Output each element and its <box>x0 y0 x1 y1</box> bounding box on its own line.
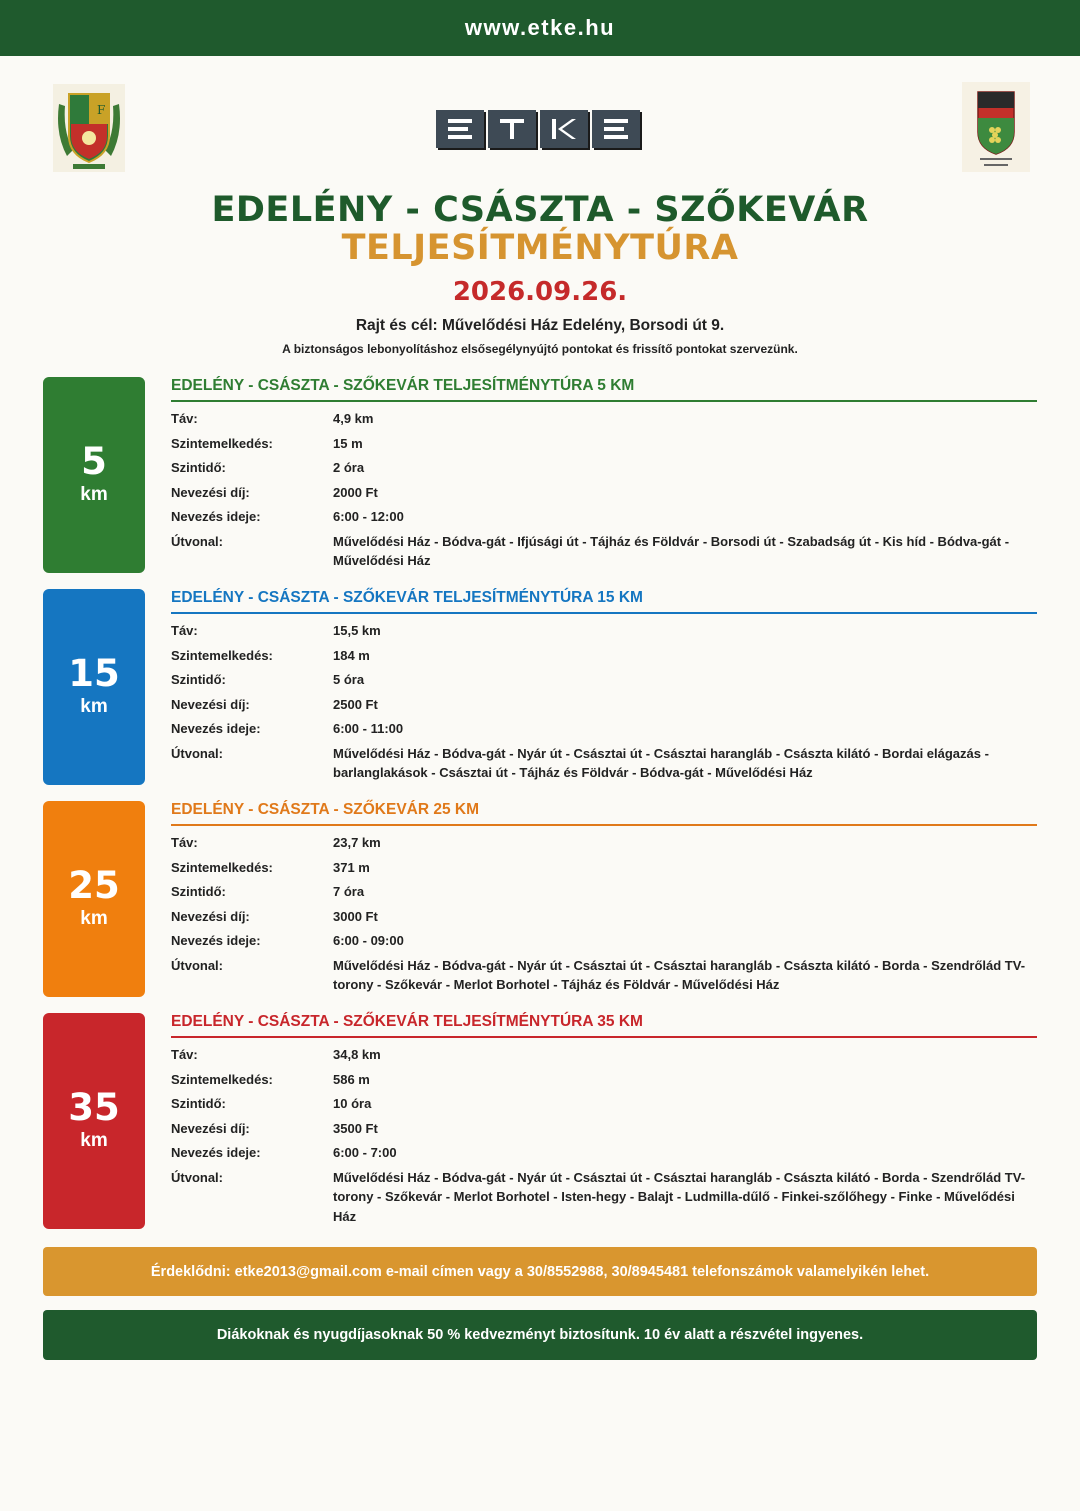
detail-label: Nevezés ideje: <box>171 509 261 524</box>
route-details-25km <box>171 833 1037 1000</box>
detail-row <box>171 1070 1037 1090</box>
safety-note: A biztonságos lebonyolításhoz elsősegélynyújtó pontokat és frissítő pontokat szervezünk. <box>282 342 798 356</box>
distance-badge-5km <box>43 377 145 573</box>
detail-row <box>171 695 1037 715</box>
badge-unit: km <box>80 908 108 929</box>
detail-label: Útvonal: <box>171 745 223 761</box>
detail-value: 2000 Ft <box>333 484 378 500</box>
event-date: 2026.09.26. <box>452 277 628 307</box>
detail-value: Művelődési Ház - Bódva-gát - Nyár út - Császtai út - Császtai harangláb - Császta kilátó - Bordai elágazás - barlanglakások - Császtai út - Tájház és Földvár - Bódva-gát - Művelődési Ház <box>333 745 989 780</box>
badge-unit: km <box>80 1130 108 1151</box>
detail-label: Szintidő: <box>171 884 226 899</box>
badge-unit: km <box>80 696 108 717</box>
distance-badge-15km <box>43 589 145 785</box>
start-finish-location: Rajt és cél: Művelődési Ház Edelény, Borsodi út 9. <box>355 317 725 334</box>
detail-label: Szintemelkedés: <box>171 647 273 663</box>
detail-value: Művelődési Ház - Bódva-gát - Nyár út - Császtai út - Császtai harangláb - Császta kilátó - Borda - Szendrőlád TV-torony - Szőkevár - Merlot Borhotel - Isten-hegy - Balajt - Ludmilla-dűlő - Finkei-szőlőhegy - Finke - Művelődési Ház <box>333 1169 1026 1224</box>
detail-label: Nevezés ideje: <box>171 721 261 736</box>
detail-value: 2500 Ft <box>333 696 378 712</box>
detail-label: Nevezési díj: <box>171 484 250 500</box>
detail-label: Útvonal: <box>171 1169 223 1185</box>
detail-row <box>171 956 1037 995</box>
detail-row <box>171 1094 1037 1114</box>
badge-number: 5 <box>81 440 107 483</box>
detail-value: 6:00 - 7:00 <box>333 1145 397 1160</box>
detail-label: Szintemelkedés: <box>171 1071 273 1087</box>
detail-value: 15,5 km <box>333 623 381 638</box>
detail-value: 6:00 - 12:00 <box>333 509 404 524</box>
distance-badge-25km <box>43 801 145 997</box>
detail-label: Szintemelkedés: <box>171 859 273 875</box>
detail-value: 3000 Ft <box>333 908 378 924</box>
detail-value: 586 m <box>333 1071 370 1087</box>
distance-badge-35km <box>43 1013 145 1229</box>
detail-row <box>171 1119 1037 1139</box>
site-url-banner <box>0 0 1080 56</box>
badge-unit: km <box>80 484 108 505</box>
badge-number: 35 <box>68 1086 120 1129</box>
route-title-35km: EDELÉNY - CSÁSZTA - SZŐKEVÁR TELJESÍTMÉNYTÚRA 35 KM <box>171 1013 1037 1038</box>
detail-row <box>171 532 1037 571</box>
detail-row <box>171 483 1037 503</box>
event-title-line1: EDELÉNY - CSÁSZTA - SZŐKEVÁR <box>211 190 869 230</box>
detail-value: Művelődési Ház - Bódva-gát - Ifjúsági út - Tájház és Földvár - Borsodi út - Szabadság út - Kis híd - Bódva-gát - Művelődési Ház <box>333 533 1010 568</box>
detail-label: Nevezési díj: <box>171 908 250 924</box>
detail-value: 6:00 - 09:00 <box>333 933 404 948</box>
detail-row <box>171 646 1037 666</box>
detail-value: 3500 Ft <box>333 1120 378 1136</box>
detail-label: Nevezési díj: <box>171 696 250 712</box>
site-url[interactable]: www.etke.hu <box>464 15 616 40</box>
detail-row <box>171 621 1037 641</box>
detail-label: Nevezési díj: <box>171 1120 250 1136</box>
village-coat-of-arms-icon <box>962 82 1030 172</box>
detail-label: Szintemelkedés: <box>171 435 273 451</box>
detail-value: 184 m <box>333 647 370 663</box>
detail-row <box>171 882 1037 902</box>
detail-value: 10 óra <box>333 1096 372 1111</box>
route-details-15km <box>171 621 1037 788</box>
detail-value: 4,9 km <box>333 411 374 426</box>
detail-row <box>171 719 1037 739</box>
detail-row <box>171 833 1037 853</box>
route-title-25km: EDELÉNY - CSÁSZTA - SZŐKEVÁR 25 KM <box>171 801 1037 826</box>
detail-row <box>171 1045 1037 1065</box>
detail-label: Szintidő: <box>171 672 226 687</box>
contact-info-text: Érdeklődni: etke2013@gmail.com e-mail címen vagy a 30/8552988, 30/8945481 telefonszámok valamelyikén lehet. <box>150 1263 930 1280</box>
route-details-35km <box>171 1045 1037 1231</box>
etke-logo <box>436 108 644 156</box>
detail-value: 15 m <box>333 435 363 451</box>
detail-row <box>171 670 1037 690</box>
detail-label: Szintidő: <box>171 460 226 475</box>
detail-value: 34,8 km <box>333 1047 381 1062</box>
contact-info-bar <box>43 1247 1037 1296</box>
svg-text:F: F <box>97 103 106 117</box>
detail-value: 6:00 - 11:00 <box>333 721 404 736</box>
detail-row <box>171 458 1037 478</box>
badge-number: 15 <box>68 652 120 695</box>
detail-value: 7 óra <box>333 884 365 899</box>
detail-value: 2 óra <box>333 460 365 475</box>
detail-row <box>171 409 1037 429</box>
detail-row <box>171 931 1037 951</box>
badge-number: 25 <box>68 864 120 907</box>
detail-label: Nevezés ideje: <box>171 1145 261 1160</box>
detail-value: 5 óra <box>333 672 365 687</box>
discount-info-text: Diákoknak és nyugdíjasoknak 50 % kedvezményt biztosítunk. 10 év alatt a részvétel ingyenes. <box>216 1327 864 1343</box>
edeleny-coat-of-arms-icon <box>53 84 125 172</box>
detail-label: Táv: <box>171 1047 198 1062</box>
detail-value: Művelődési Ház - Bódva-gát - Nyár út - Császtai út - Császtai harangláb - Császta kilátó - Borda - Szendrőlád TV-torony - Szőkevár - Merlot Borhotel - Tájház és Földvár - Művelődési Ház <box>333 957 1026 992</box>
detail-label: Táv: <box>171 623 198 638</box>
detail-row <box>171 744 1037 783</box>
detail-label: Nevezés ideje: <box>171 933 261 948</box>
event-title-line2: TELJESÍTMÉNYTÚRA <box>341 228 739 268</box>
detail-label: Szintidő: <box>171 1096 226 1111</box>
detail-row <box>171 1168 1037 1227</box>
detail-row <box>171 507 1037 527</box>
route-title-15km: EDELÉNY - CSÁSZTA - SZŐKEVÁR TELJESÍTMÉNYTÚRA 15 KM <box>171 589 1037 614</box>
detail-value: 23,7 km <box>333 835 381 850</box>
discount-info-bar <box>43 1310 1037 1360</box>
detail-row <box>171 434 1037 454</box>
detail-value: 371 m <box>333 859 370 875</box>
detail-row <box>171 858 1037 878</box>
detail-label: Táv: <box>171 835 198 850</box>
detail-label: Táv: <box>171 411 198 426</box>
route-details-5km <box>171 409 1037 576</box>
detail-label: Útvonal: <box>171 533 223 549</box>
detail-row <box>171 1143 1037 1163</box>
detail-label: Útvonal: <box>171 957 223 973</box>
detail-row <box>171 907 1037 927</box>
route-title-5km: EDELÉNY - CSÁSZTA - SZŐKEVÁR TELJESÍTMÉNYTÚRA 5 KM <box>171 377 1037 402</box>
